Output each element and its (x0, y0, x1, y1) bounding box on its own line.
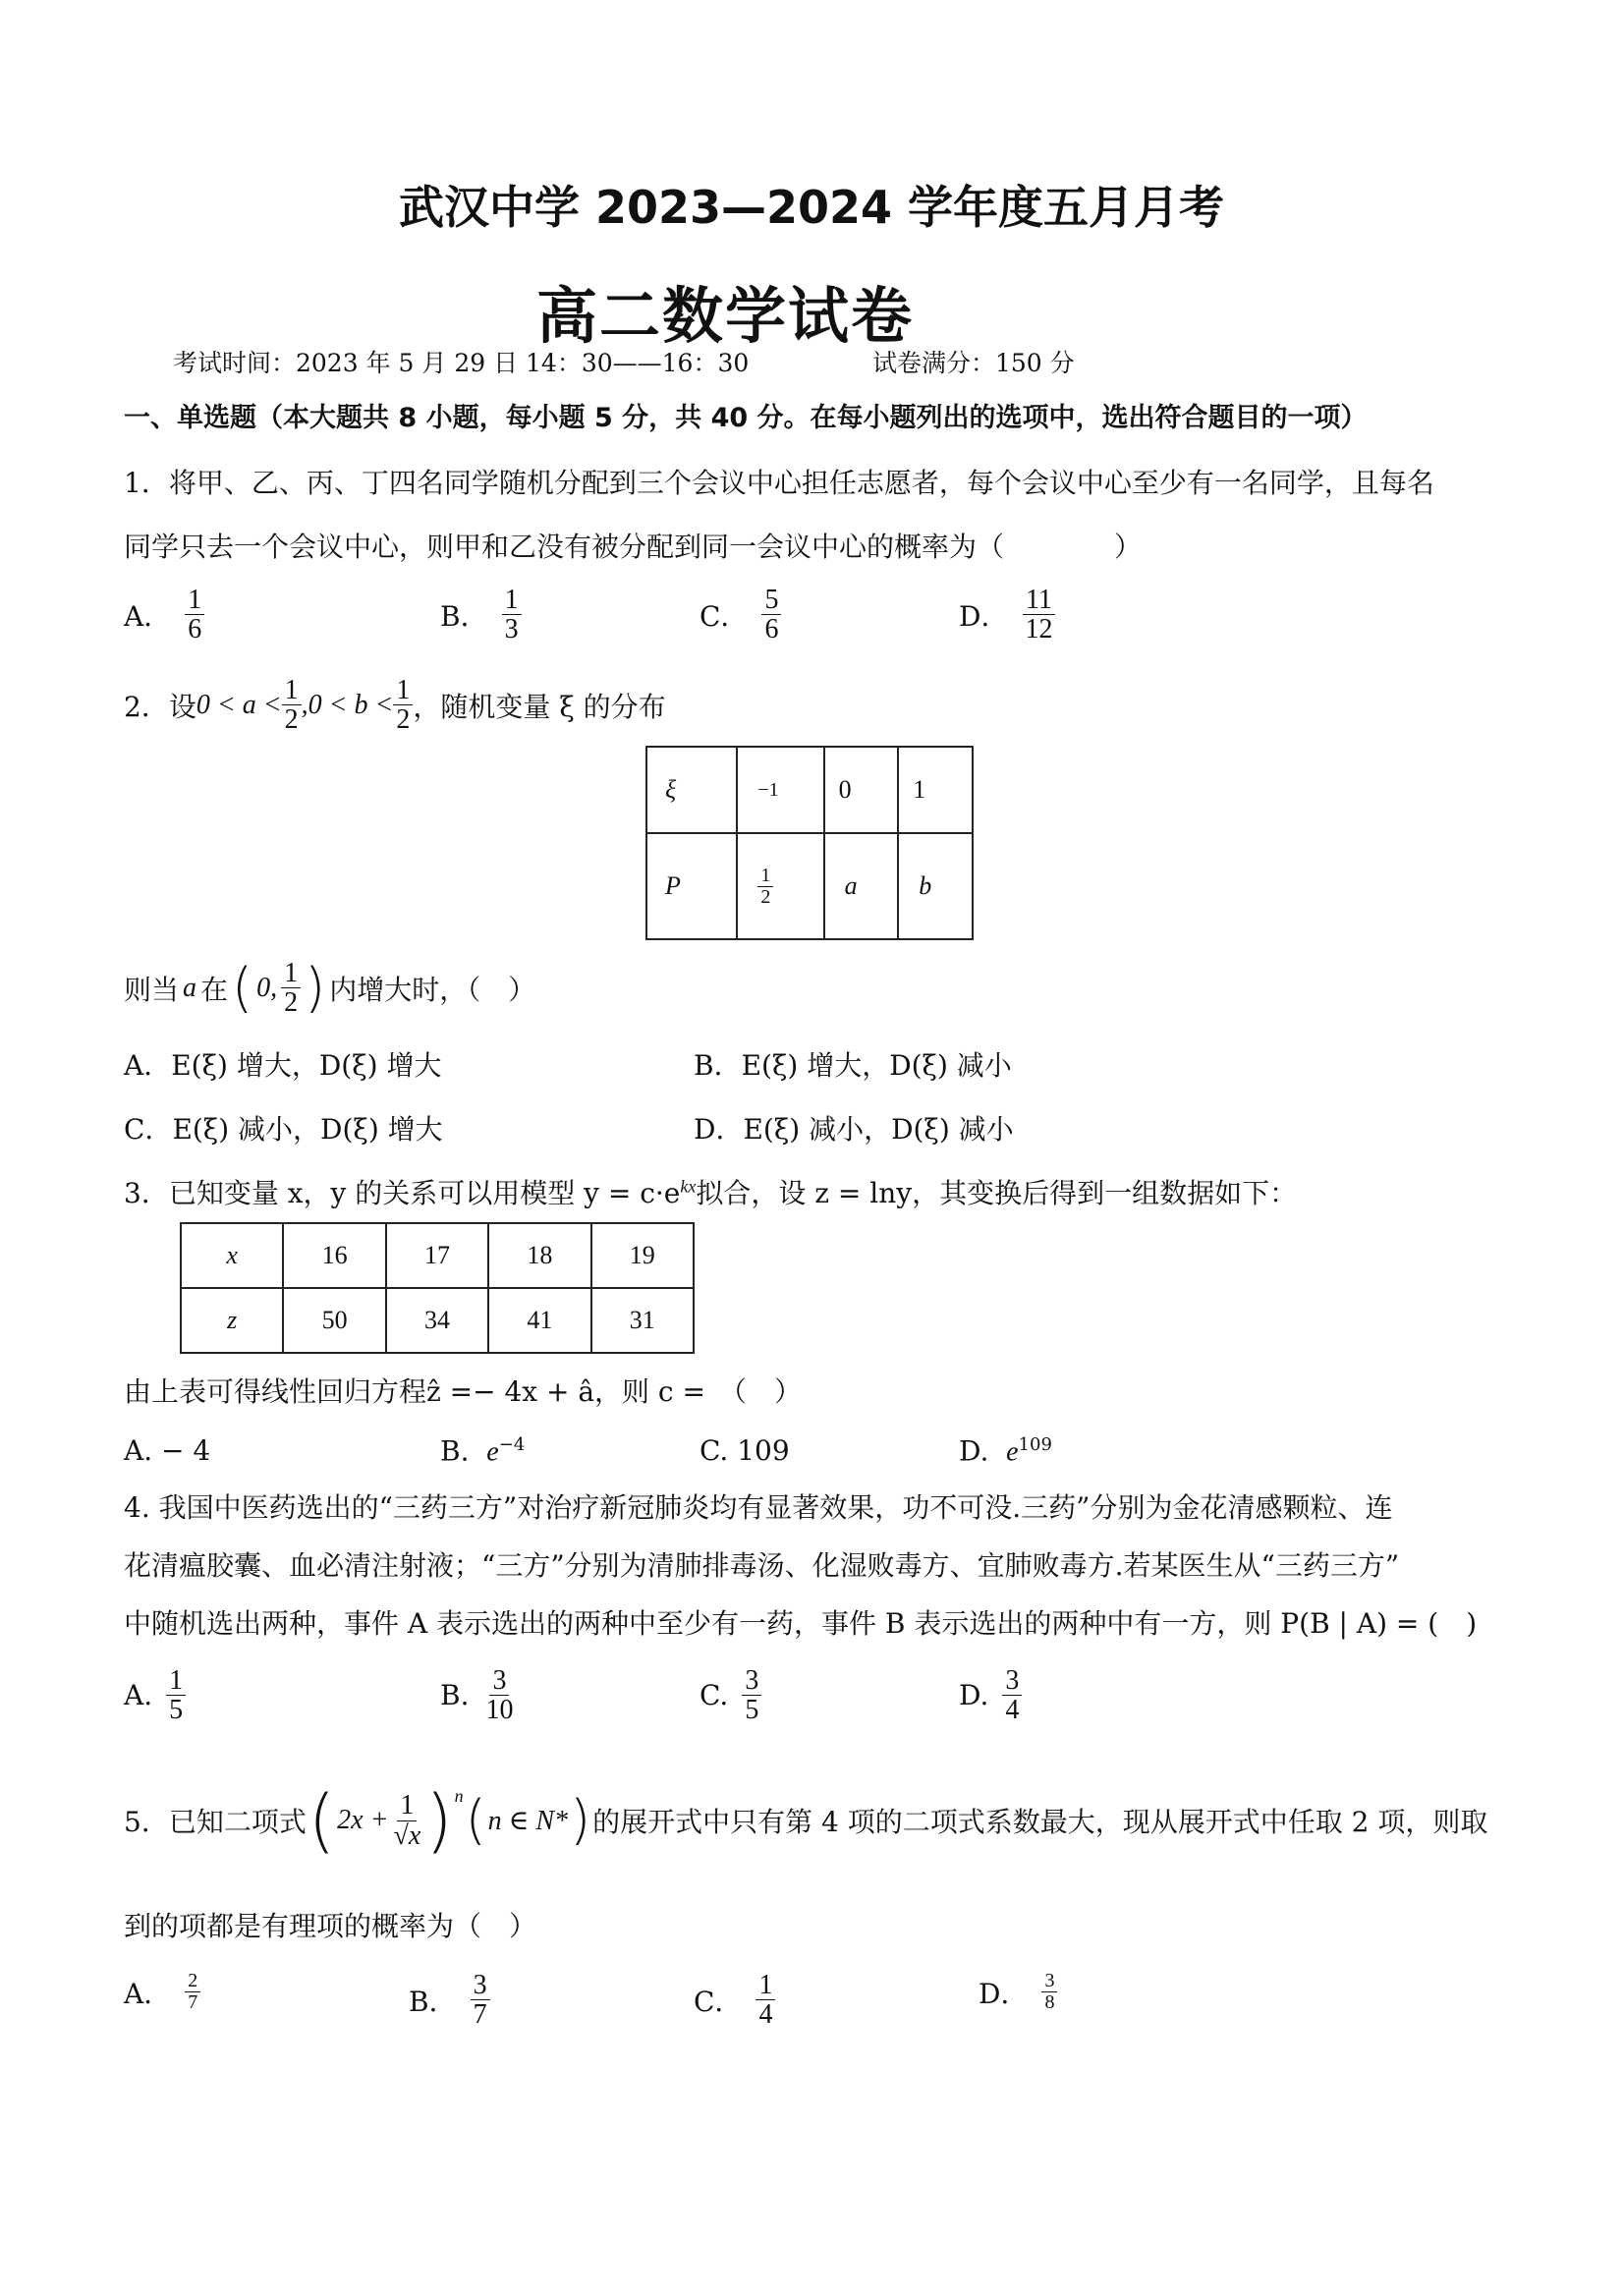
q5-exponent: n (454, 1786, 464, 1806)
q3-option-a: A. − 4 (124, 1434, 211, 1467)
option-label: B. (440, 1679, 470, 1712)
option-label: C. (700, 1679, 729, 1712)
left-paren: ( (465, 1789, 486, 1851)
q2-option-d: D．E(ξ) 减小，D(ξ) 减小 (694, 1113, 1014, 1146)
q1-option-a (124, 586, 204, 644)
subject-title: 高二数学试卷 (535, 280, 914, 352)
table-cell: 18 (488, 1223, 590, 1288)
table-cell: 0 (824, 747, 899, 833)
table-cell: 31 (591, 1288, 694, 1353)
q4-option-d (959, 1666, 1022, 1725)
fraction: $\frac{3}{4}$ (1002, 1666, 1022, 1725)
q3-stem: 3．已知变量 x，y 的关系可以用模型 $y = c\cdot e^{kx}$拟合，设 z = lny，其变换后得到一组数据如下： (124, 1176, 1298, 1209)
fraction: $\frac{1}{2}$ (757, 866, 773, 908)
left-paren: ( (232, 956, 253, 1019)
q3-option-d: D. $e^{109}$ (959, 1434, 1052, 1468)
fraction: $\frac{5}{6}$ (761, 586, 781, 644)
fraction: $\frac{1}{2}$ (393, 676, 413, 735)
q1-stem-line1: 1．将甲、乙、丙、丁四名同学随机分配到三个会议中心担任志愿者，每个会议中心至少有一名同学，且每名 (124, 467, 1434, 499)
q5-option-a (124, 1971, 200, 2013)
q5-prefix: 5．已知二项式 (124, 1806, 307, 1838)
q2-suffix: ，随机变量 ξ 的分布 (413, 690, 666, 723)
q2-question-suffix: 内增大时，（ ） (329, 973, 536, 1006)
school-title: 武汉中学 2023—2024 学年度五月月考 (398, 181, 1225, 234)
q2-question-prefix: 则当 (124, 973, 180, 1006)
option-label: A． (124, 1977, 172, 2010)
table-cell: 41 (488, 1288, 590, 1353)
q4-option-a (124, 1666, 186, 1725)
fraction: $\frac{2}{7}$ (185, 1971, 200, 2013)
option-label: D． (979, 1977, 1029, 2010)
q4-option-c (700, 1666, 761, 1725)
fraction: $\frac{1}{√x}$ (393, 1790, 421, 1851)
section-heading: 一、单选题（本大题共 8 小题，每小题 5 分，共 40 分。在每小题列出的选项中，选出符合题目的一项） (124, 403, 1368, 433)
right-paren: ) (425, 1780, 453, 1861)
option-label: C． (700, 599, 749, 633)
table-cell: 16 (283, 1223, 385, 1288)
q4-stem-line1: 4. 我国中医药选出的“三药三方”对治疗新冠肺炎均有显著效果，功不可没.三药”分别为金花清感颗粒、连 (124, 1491, 1393, 1524)
q5-suffix: 的展开式中只有第 4 项的二项式系数最大，现从展开式中任取 2 项，则取 (592, 1806, 1488, 1838)
option-label: B． (409, 1985, 457, 2018)
q1-stem-line2: 同学只去一个会议中心，则甲和乙没有被分配到同一会议中心的概率为（ ） (124, 531, 1143, 563)
q4-stem-line2: 花清瘟胶囊、血必清注射液；“三方”分别为清肺排毒汤、化湿败毒方、宜肺败毒方.若某医生从“三药三方” (124, 1549, 1400, 1582)
option-label: D． (959, 599, 1009, 633)
q3-option-c: C. 109 (700, 1434, 790, 1467)
q2-in: 在 (200, 973, 229, 1006)
q5-cond: n ∈ N* (487, 1806, 569, 1836)
fraction: $\frac{3}{5}$ (742, 1666, 761, 1725)
table-cell: 50 (283, 1288, 385, 1353)
q2-option-c: C．E(ξ) 减小，D(ξ) 增大 (124, 1113, 443, 1146)
q5-option-b (409, 1971, 490, 2030)
q2-var: a (183, 972, 197, 1003)
left-paren: ( (308, 1780, 336, 1861)
table-cell: x (181, 1223, 283, 1288)
fraction: $\frac{1}{3}$ (502, 586, 522, 644)
q2-stem (124, 676, 666, 735)
q3-exponent: kx (680, 1176, 697, 1197)
full-score: 试卷满分：150 分 (872, 349, 1075, 377)
exam-time: 考试时间：2023 年 5 月 29 日 14：30——16：30 (173, 349, 750, 377)
q5-option-c (694, 1971, 775, 2030)
q2-prefix: 2．设 (124, 690, 196, 723)
option-label: A． (124, 599, 172, 633)
q2-option-b: B．E(ξ) 增大，D(ξ) 减小 (694, 1049, 1012, 1082)
fraction: $\frac{11}{12}$ (1022, 586, 1055, 644)
q1-option-d (959, 586, 1055, 644)
fraction: $\frac{1}{2}$ (281, 959, 301, 1018)
right-paren: ) (305, 956, 326, 1019)
q2-cond-b: ,0 < b < (301, 689, 394, 720)
option-label: B． (440, 599, 488, 633)
q3-data-table (180, 1222, 695, 1354)
table-cell: a (824, 833, 899, 939)
table-cell: 1 (898, 747, 973, 833)
table-cell: P (646, 833, 737, 939)
q2-option-a: A．E(ξ) 增大，D(ξ) 增大 (124, 1049, 442, 1082)
right-paren: ) (570, 1789, 591, 1851)
fraction: $\frac{1}{2}$ (282, 676, 302, 735)
table-cell: 19 (591, 1223, 694, 1288)
table-cell: z (181, 1288, 283, 1353)
table-cell: −1 (737, 747, 823, 833)
q4-option-b (440, 1666, 516, 1725)
q5-binom-term: 2x + (337, 1805, 389, 1835)
option-label: A. (124, 1679, 153, 1712)
q1-option-b (440, 586, 522, 644)
q3-regression: 由上表可得线性回归方程ẑ =− 4x + â，则 c = （ ） (124, 1375, 802, 1408)
q2-distribution-table (645, 746, 974, 940)
table-cell: 34 (386, 1288, 488, 1353)
q4-stem-line3: 中随机选出两种，事件 A 表示选出的两种中至少有一药，事件 B 表示选出的两种中有一方，则 P(B | A) = ( ) (124, 1607, 1478, 1640)
q5-option-d (979, 1971, 1057, 2013)
fraction: $\frac{3}{10}$ (485, 1665, 514, 1726)
q3-option-b: B. $e^{-4}$ (440, 1434, 526, 1468)
option-label: C． (694, 1985, 743, 2018)
q5-stem (124, 1780, 1488, 1861)
fraction: $\frac{3}{7}$ (471, 1971, 490, 2030)
fraction: $\frac{1}{6}$ (185, 586, 204, 644)
q1-option-c (700, 586, 781, 644)
table-cell: 17 (386, 1223, 488, 1288)
table-cell: b (898, 833, 973, 939)
table-cell (737, 833, 823, 939)
fraction: $\frac{3}{8}$ (1041, 1971, 1057, 2013)
q2-question (124, 956, 536, 1019)
fraction: $\frac{1}{4}$ (756, 1971, 775, 2030)
option-label: D. (959, 1679, 989, 1712)
q2-cond-a: 0 < a < (196, 689, 282, 720)
fraction: $\frac{1}{5}$ (166, 1666, 186, 1725)
table-cell: ξ (646, 747, 737, 833)
q5-stem-line2: 到的项都是有理项的概率为（ ） (124, 1910, 537, 1942)
q2-interval-left: 0, (256, 972, 278, 1003)
